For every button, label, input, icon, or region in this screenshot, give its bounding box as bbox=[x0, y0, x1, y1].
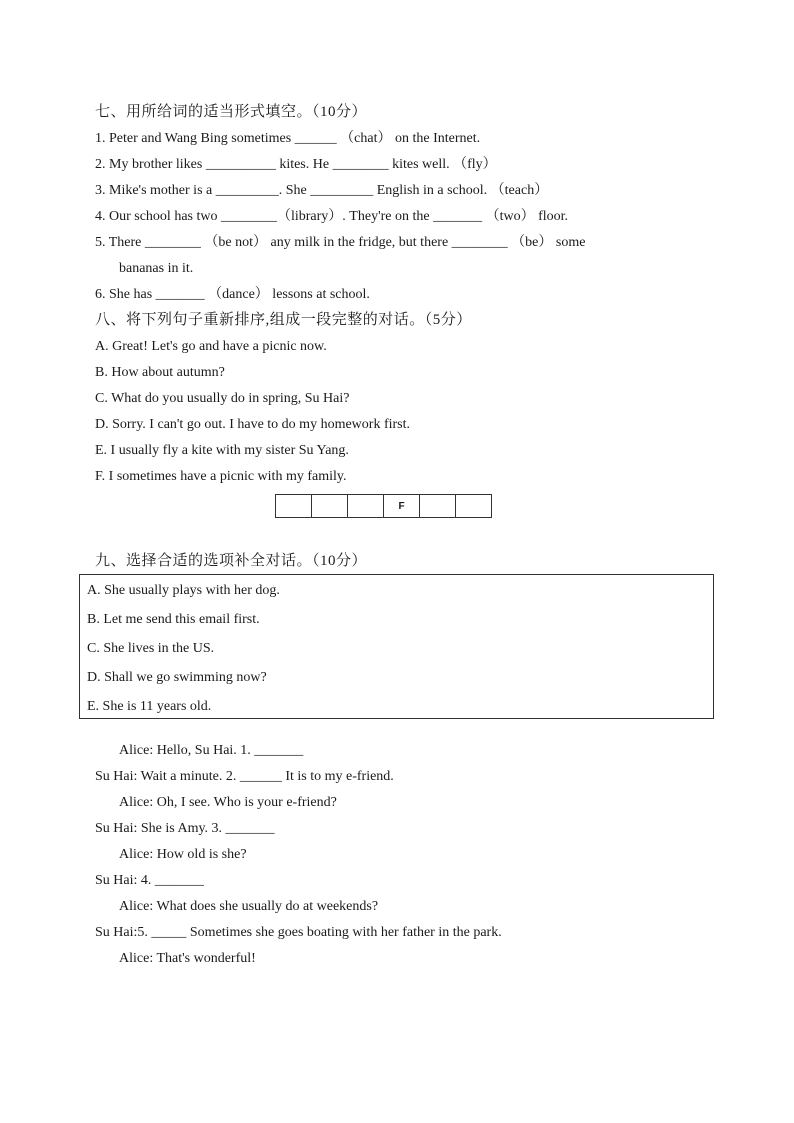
dialogue-line-5: Alice: How old is she? bbox=[119, 847, 247, 862]
order-box[interactable] bbox=[455, 494, 492, 518]
s9-option-a: A. She usually plays with her dog. bbox=[87, 583, 280, 598]
dialogue-line-4: Su Hai: She is Amy. 3. _______ bbox=[95, 821, 275, 836]
s9-option-e: E. She is 11 years old. bbox=[87, 699, 212, 714]
dialogue-line-2: Su Hai: Wait a minute. 2. ______ It is to my e-friend. bbox=[95, 769, 394, 784]
dialogue-line-8: Su Hai:5. _____ Sometimes she goes boating with her father in the park. bbox=[95, 925, 502, 940]
s8-item-e: E. I usually fly a kite with my sister Su Yang. bbox=[95, 443, 349, 458]
s8-item-b: B. How about autumn? bbox=[95, 365, 225, 380]
s9-option-c: C. She lives in the US. bbox=[87, 641, 215, 656]
order-box[interactable] bbox=[347, 494, 384, 518]
s7-item-4: 4. Our school has two ________（library）. They're on the _______ （two） floor. bbox=[95, 209, 569, 224]
dialogue-line-6: Su Hai: 4. _______ bbox=[95, 873, 204, 888]
s7-item-1: 1. Peter and Wang Bing sometimes ______ （chat） on the Internet. bbox=[95, 131, 481, 146]
dialogue-line-3: Alice: Oh, I see. Who is your e-friend? bbox=[119, 795, 337, 810]
s7-item-5: 5. There ________ （be not） any milk in the fridge, but there ________ （be） some bbox=[95, 235, 586, 250]
dialogue-line-7: Alice: What does she usually do at weekends? bbox=[119, 899, 379, 914]
dialogue-line-1: Alice: Hello, Su Hai. 1. _______ bbox=[119, 743, 304, 758]
s9-option-b: B. Let me send this email first. bbox=[87, 612, 260, 627]
s8-item-a: A. Great! Let's go and have a picnic now. bbox=[95, 339, 327, 354]
section-7-heading: 七、用所给词的适当形式填空。（10分） bbox=[95, 104, 368, 120]
s7-item-5-cont: bananas in it. bbox=[119, 261, 194, 276]
s7-item-2: 2. My brother likes __________ kites. He ________ kites well. （fly） bbox=[95, 157, 497, 172]
s8-item-f: F. I sometimes have a picnic with my family. bbox=[95, 469, 347, 484]
s7-item-6: 6. She has _______ （dance） lessons at school. bbox=[95, 287, 370, 302]
answer-order-boxes bbox=[275, 494, 492, 518]
s9-option-d: D. Shall we go swimming now? bbox=[87, 670, 267, 685]
order-box[interactable] bbox=[311, 494, 348, 518]
order-box[interactable]: F bbox=[383, 494, 420, 518]
order-box[interactable] bbox=[419, 494, 456, 518]
s7-item-3: 3. Mike's mother is a _________. She _________ English in a school. （teach） bbox=[95, 183, 549, 198]
s8-item-d: D. Sorry. I can't go out. I have to do my homework first. bbox=[95, 417, 410, 432]
s8-item-c: C. What do you usually do in spring, Su Hai? bbox=[95, 391, 350, 406]
section-9-heading: 九、选择合适的选项补全对话。（10分） bbox=[95, 553, 368, 569]
section-8-heading: 八、将下列句子重新排序,组成一段完整的对话。（5分） bbox=[95, 312, 472, 328]
dialogue-line-9: Alice: That's wonderful! bbox=[119, 951, 256, 966]
order-box[interactable] bbox=[275, 494, 312, 518]
